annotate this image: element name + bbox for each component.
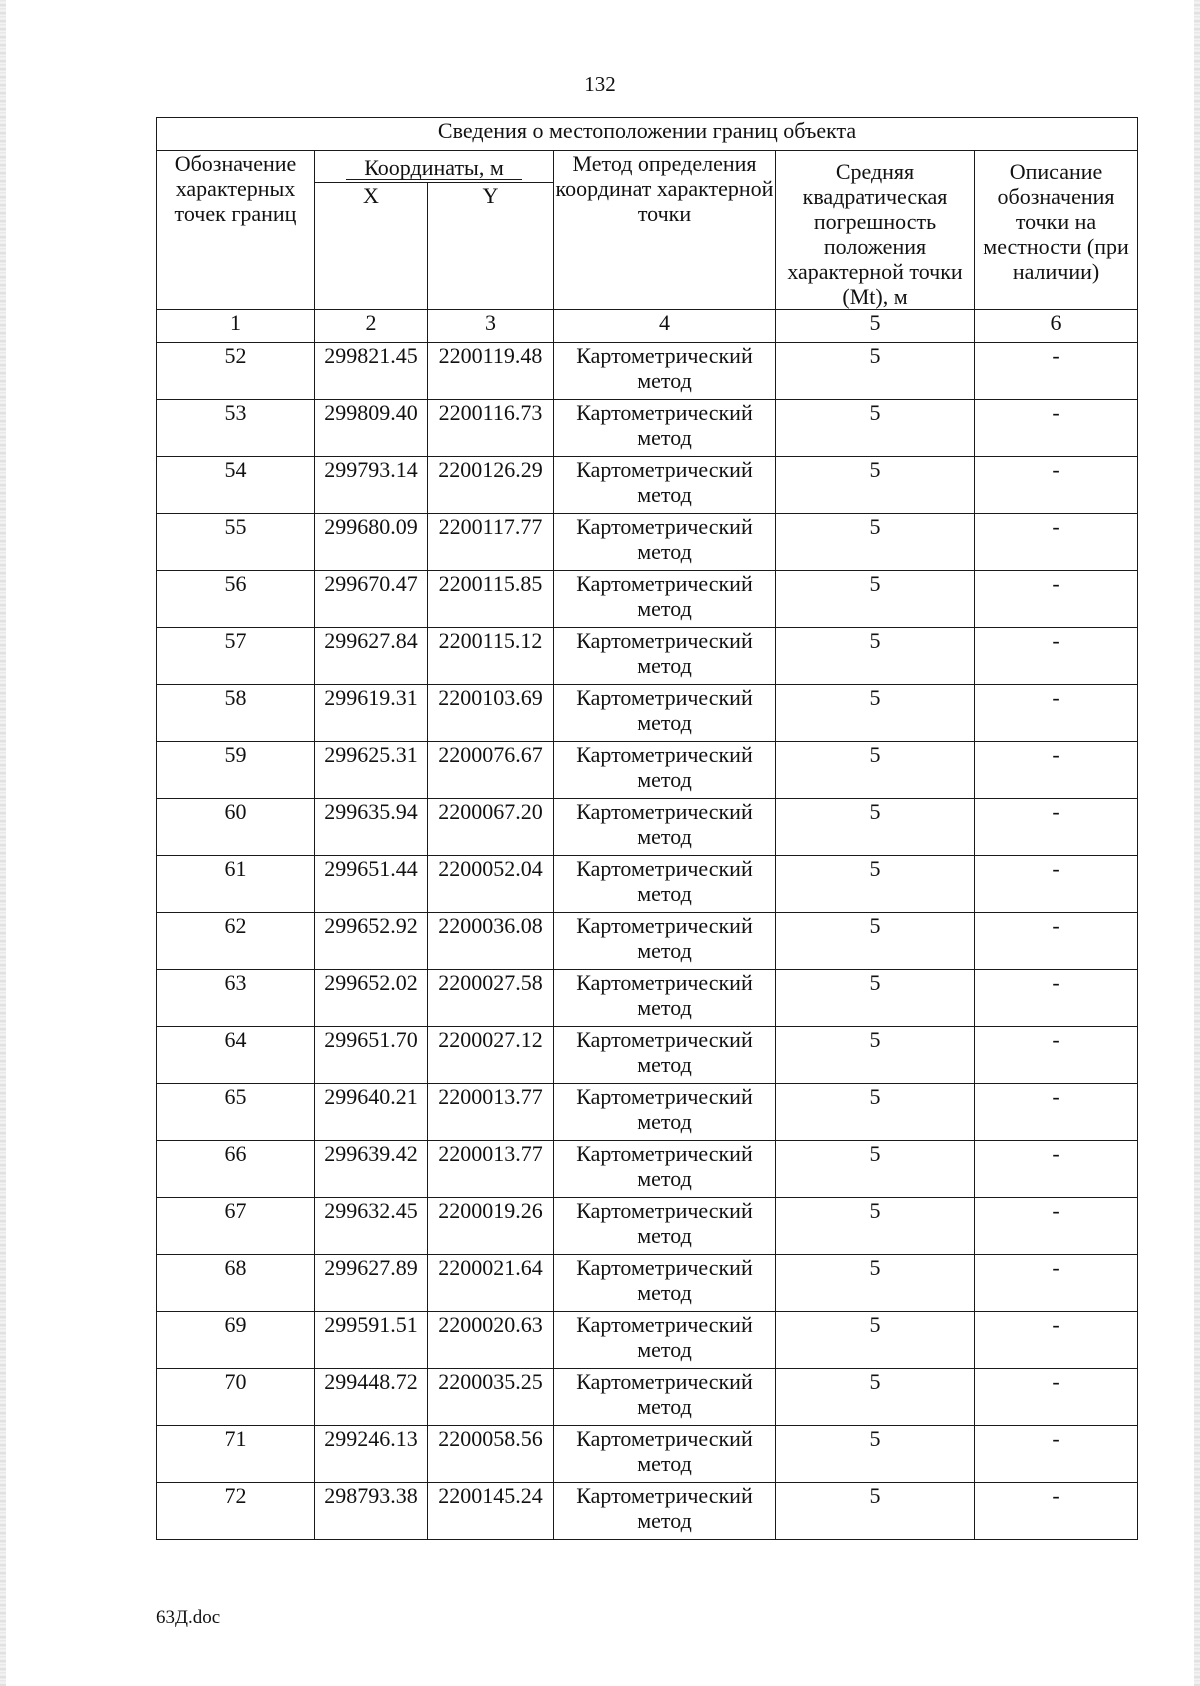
cell-method: Картометрический метод: [554, 799, 776, 856]
cell-x: 299670.47: [315, 571, 428, 628]
table-row: [157, 1312, 1138, 1369]
cell-point: 62: [157, 913, 315, 970]
cell-point: 63: [157, 970, 315, 1027]
cell-y: 2200116.73: [428, 400, 554, 457]
table-row: [157, 400, 1138, 457]
cell-y: 2200035.25: [428, 1369, 554, 1426]
cell-x: 299821.45: [315, 343, 428, 400]
table-row: [157, 913, 1138, 970]
cell-error: 5: [776, 913, 975, 970]
cell-error: 5: [776, 742, 975, 799]
table-row: [157, 970, 1138, 1027]
cell-method: Картометрический метод: [554, 343, 776, 400]
cell-method: Картометрический метод: [554, 742, 776, 799]
cell-description: -: [975, 1426, 1138, 1483]
cell-error: 5: [776, 628, 975, 685]
header-designation: Обозначение характерных точек границ: [157, 151, 315, 310]
cell-error: 5: [776, 1198, 975, 1255]
cell-error: 5: [776, 799, 975, 856]
cell-x: 299619.31: [315, 685, 428, 742]
cell-point: 69: [157, 1312, 315, 1369]
table-row: [157, 1141, 1138, 1198]
cell-y: 2200119.48: [428, 343, 554, 400]
cell-point: 53: [157, 400, 315, 457]
cell-x: 299627.89: [315, 1255, 428, 1312]
cell-description: -: [975, 1084, 1138, 1141]
cell-description: -: [975, 1483, 1138, 1540]
table-row: [157, 1084, 1138, 1141]
cell-method: Картометрический метод: [554, 970, 776, 1027]
cell-point: 61: [157, 856, 315, 913]
table-title: Сведения о местоположении границ объекта: [157, 118, 1138, 151]
page-number: 132: [584, 72, 616, 96]
column-number: 3: [428, 310, 554, 343]
cell-x: 299635.94: [315, 799, 428, 856]
cell-x: 299793.14: [315, 457, 428, 514]
scan-edge-right: [1194, 0, 1200, 1686]
cell-error: 5: [776, 1141, 975, 1198]
cell-error: 5: [776, 457, 975, 514]
header-description: Описание обозначения точки на местности (при наличии): [975, 151, 1138, 310]
cell-description: -: [975, 1369, 1138, 1426]
cell-error: 5: [776, 970, 975, 1027]
cell-x: 299652.92: [315, 913, 428, 970]
table-row: [157, 1255, 1138, 1312]
cell-point: 55: [157, 514, 315, 571]
column-number: 4: [554, 310, 776, 343]
cell-x: 299591.51: [315, 1312, 428, 1369]
boundary-coordinates-table: [156, 117, 1138, 1540]
cell-method: Картометрический метод: [554, 1198, 776, 1255]
cell-method: Картометрический метод: [554, 1369, 776, 1426]
cell-point: 72: [157, 1483, 315, 1540]
cell-x: 299639.42: [315, 1141, 428, 1198]
cell-y: 2200058.56: [428, 1426, 554, 1483]
cell-y: 2200145.24: [428, 1483, 554, 1540]
cell-x: 299625.31: [315, 742, 428, 799]
cell-method: Картометрический метод: [554, 1312, 776, 1369]
table-row: [157, 742, 1138, 799]
cell-x: 299809.40: [315, 400, 428, 457]
cell-error: 5: [776, 343, 975, 400]
cell-point: 71: [157, 1426, 315, 1483]
cell-point: 57: [157, 628, 315, 685]
cell-description: -: [975, 970, 1138, 1027]
header-y: Y: [428, 183, 554, 310]
cell-y: 2200117.77: [428, 514, 554, 571]
cell-point: 56: [157, 571, 315, 628]
cell-x: 298793.38: [315, 1483, 428, 1540]
cell-description: -: [975, 571, 1138, 628]
cell-method: Картометрический метод: [554, 457, 776, 514]
cell-error: 5: [776, 1426, 975, 1483]
cell-x: 299632.45: [315, 1198, 428, 1255]
cell-method: Картометрический метод: [554, 1255, 776, 1312]
column-number: 5: [776, 310, 975, 343]
cell-y: 2200076.67: [428, 742, 554, 799]
cell-point: 52: [157, 343, 315, 400]
cell-x: 299680.09: [315, 514, 428, 571]
cell-method: Картометрический метод: [554, 1027, 776, 1084]
cell-description: -: [975, 1255, 1138, 1312]
cell-error: 5: [776, 1255, 975, 1312]
cell-error: 5: [776, 1369, 975, 1426]
cell-error: 5: [776, 1084, 975, 1141]
cell-description: -: [975, 685, 1138, 742]
column-number: 6: [975, 310, 1138, 343]
column-number: 2: [315, 310, 428, 343]
table-row: [157, 1426, 1138, 1483]
cell-description: -: [975, 343, 1138, 400]
cell-x: 299652.02: [315, 970, 428, 1027]
cell-method: Картометрический метод: [554, 628, 776, 685]
cell-y: 2200052.04: [428, 856, 554, 913]
cell-description: -: [975, 742, 1138, 799]
scan-edge-left: [0, 0, 6, 1686]
table-row: [157, 628, 1138, 685]
table-row: [157, 514, 1138, 571]
cell-error: 5: [776, 1483, 975, 1540]
table-row: [157, 571, 1138, 628]
cell-y: 2200115.12: [428, 628, 554, 685]
table-row: [157, 1198, 1138, 1255]
cell-point: 67: [157, 1198, 315, 1255]
cell-description: -: [975, 1027, 1138, 1084]
cell-x: 299627.84: [315, 628, 428, 685]
cell-y: 2200013.77: [428, 1084, 554, 1141]
cell-point: 66: [157, 1141, 315, 1198]
cell-description: -: [975, 799, 1138, 856]
cell-point: 70: [157, 1369, 315, 1426]
header-method: Метод определения координат характерной точки: [554, 151, 776, 310]
cell-method: Картометрический метод: [554, 1141, 776, 1198]
table-row: [157, 1027, 1138, 1084]
header-error: Средняя квадратическая погрешность положения характерной точки (Mt), м: [776, 151, 975, 310]
table-body: [157, 343, 1138, 1540]
header-coordinates: [315, 151, 554, 183]
cell-point: 60: [157, 799, 315, 856]
cell-method: Картометрический метод: [554, 1084, 776, 1141]
cell-y: 2200036.08: [428, 913, 554, 970]
cell-y: 2200103.69: [428, 685, 554, 742]
cell-description: -: [975, 457, 1138, 514]
cell-y: 2200067.20: [428, 799, 554, 856]
cell-description: -: [975, 1198, 1138, 1255]
cell-point: 59: [157, 742, 315, 799]
table-row: [157, 343, 1138, 400]
cell-x: 299448.72: [315, 1369, 428, 1426]
cell-description: -: [975, 856, 1138, 913]
column-number: 1: [157, 310, 315, 343]
cell-method: Картометрический метод: [554, 571, 776, 628]
cell-method: Картометрический метод: [554, 1483, 776, 1540]
cell-point: 54: [157, 457, 315, 514]
cell-description: -: [975, 514, 1138, 571]
table-row: [157, 1483, 1138, 1540]
cell-y: 2200021.64: [428, 1255, 554, 1312]
cell-y: 2200126.29: [428, 457, 554, 514]
cell-x: 299651.70: [315, 1027, 428, 1084]
cell-error: 5: [776, 685, 975, 742]
cell-y: 2200019.26: [428, 1198, 554, 1255]
cell-y: 2200115.85: [428, 571, 554, 628]
cell-point: 58: [157, 685, 315, 742]
cell-description: -: [975, 628, 1138, 685]
cell-description: -: [975, 400, 1138, 457]
cell-point: 64: [157, 1027, 315, 1084]
cell-method: Картометрический метод: [554, 856, 776, 913]
cell-error: 5: [776, 856, 975, 913]
table-row: [157, 685, 1138, 742]
cell-y: 2200027.58: [428, 970, 554, 1027]
cell-method: Картометрический метод: [554, 1426, 776, 1483]
table-row: [157, 457, 1138, 514]
header-x: X: [315, 183, 428, 310]
cell-y: 2200013.77: [428, 1141, 554, 1198]
cell-error: 5: [776, 571, 975, 628]
table-row: [157, 799, 1138, 856]
cell-point: 65: [157, 1084, 315, 1141]
cell-error: 5: [776, 514, 975, 571]
table-row: [157, 1369, 1138, 1426]
cell-description: -: [975, 1312, 1138, 1369]
table-row: [157, 856, 1138, 913]
cell-error: 5: [776, 400, 975, 457]
cell-description: -: [975, 1141, 1138, 1198]
cell-point: 68: [157, 1255, 315, 1312]
cell-y: 2200020.63: [428, 1312, 554, 1369]
cell-x: 299651.44: [315, 856, 428, 913]
footer-file-name: 63Д.doc: [156, 1607, 221, 1628]
cell-y: 2200027.12: [428, 1027, 554, 1084]
cell-x: 299246.13: [315, 1426, 428, 1483]
cell-method: Картометрический метод: [554, 685, 776, 742]
cell-description: -: [975, 913, 1138, 970]
cell-error: 5: [776, 1027, 975, 1084]
cell-error: 5: [776, 1312, 975, 1369]
header-coordinates-label: Координаты, м: [346, 156, 522, 180]
cell-method: Картометрический метод: [554, 400, 776, 457]
cell-method: Картометрический метод: [554, 514, 776, 571]
cell-method: Картометрический метод: [554, 913, 776, 970]
cell-x: 299640.21: [315, 1084, 428, 1141]
